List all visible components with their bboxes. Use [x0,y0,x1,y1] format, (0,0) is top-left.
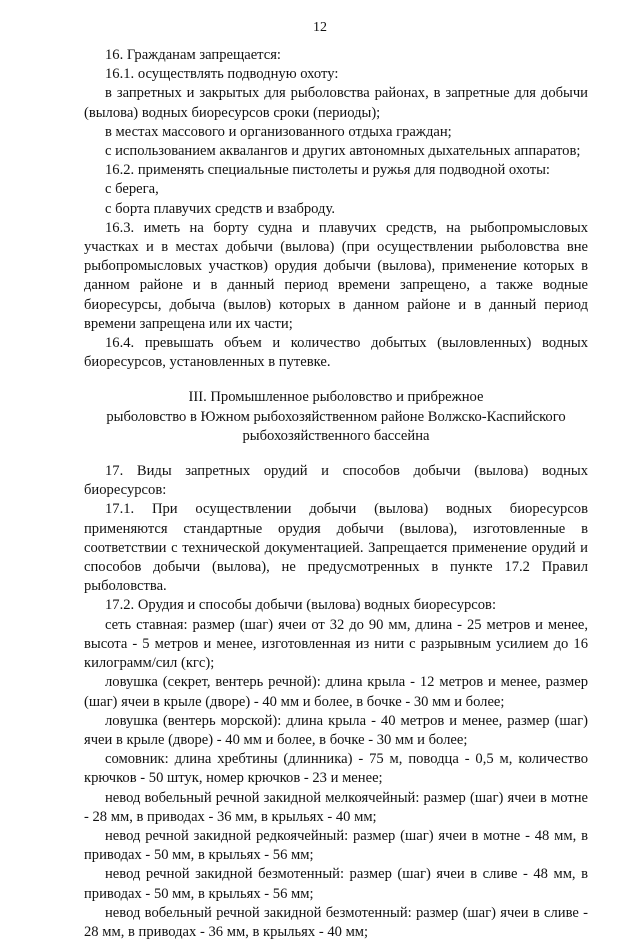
document-body [84,46,588,942]
gear-item-river-trap: ловушка (секрет, вентерь речной): длина крыла - 12 метров и менее, размер (шаг) ячеи в крыле (дворе) - 40 мм и более, в бочке - 30 мм и более; [84,674,588,710]
paragraph-16-2-a: с берега, [105,181,159,198]
paragraph-16-1: 16.1. осуществлять подводную охоту: [105,66,339,83]
section-heading [84,388,588,446]
paragraph-16-4: 16.4. превышать объем и количество добытых (выловленных) водных биоресурсов, установленных в путевке. [84,335,588,371]
paragraph-17-1: 17.1. При осуществлении добычи (вылова) водных биоресурсов применяются стандартные орудия добычи (вылова), изготовленные в соответствии с технической документацией. Запрещается применение орудий и способов добычи (вылова), не предусмотренных в пункте 17.2 Правил рыболовства. [84,501,588,595]
gear-item-sea-trap: ловушка (вентерь морской): длина крыла - 40 метров и менее, размер (шаг) ячеи в крыле (дворе) - 40 мм и более, в бочке - 30 мм и более; [84,712,588,748]
gear-item-seine-fine-mesh: невод вобельный речной закидной мелкоячейный: размер (шаг) ячеи в мотне - 28 мм, в приводах - 36 мм, в крыльях - 40 мм; [84,789,588,825]
page-number: 12 [313,20,327,35]
restrictions-section [84,46,588,372]
gear-item-seine-coarse-mesh: невод речной закидной редкоячейный: размер (шаг) ячеи в мотне - 48 мм, в приводах - 50 мм, в крыльях - 56 мм; [84,827,588,864]
paragraph-16-3: 16.3. иметь на борту судна и плавучих средств, на рыбопромысловых участках и в местах добычи (вылова) (при осуществлении рыболовства вне рыбопромысловых участков) орудия добычи (вылова), применение которых в данном районе и в данный период времени запрещено, а также водные биоресурсы, добыча (вылов) которых в данном районе и в данный период времени запрещена или их части; [84,219,588,332]
section-heading-line: рыболовство в Южном рыбохозяйственном районе Волжско-Каспийского [106,408,566,425]
gear-item-seine-no-bag: невод речной закидной безмотенный: размер (шаг) ячеи в сливе - 48 мм, в приводах - 50 мм, в крыльях - 56 мм; [84,866,588,902]
section-heading-line: III. Промышленное рыболовство и прибрежное [188,389,484,406]
paragraph-17-2: 17.2. Орудия и способы добычи (вылова) водных биоресурсов: [105,597,497,614]
paragraph-16: 16. Гражданам запрещается: [105,47,281,63]
gear-item-catfish-line: сомовник: длина хребтины (длинника) - 75 м, поводца - 0,5 м, количество крючков - 50 штук, номер крючков - 23 и менее; [84,751,588,787]
gear-item-set-net: сеть ставная: размер (шаг) ячеи от 32 до 90 мм, длина - 25 метров и менее, высота - 5 метров и менее, изготовленная из нити с разрывным усилием до 16 килограмм/сил (кгс); [84,616,588,672]
paragraph-16-1-b: в местах массового и организованного отдыха граждан; [105,123,452,140]
paragraph-16-1-c: с использованием аквалангов и других автономных дыхательных аппаратов; [105,143,581,160]
paragraph-17: 17. Виды запретных орудий и способов добычи (вылова) водных биоресурсов: [84,463,588,499]
section-heading-line: рыбохозяйственного бассейна [242,427,430,444]
paragraph-16-2: 16.2. применять специальные пистолеты и ружья для подводной охоты: [105,162,550,179]
paragraph-16-1-a: в запретных и закрытых для рыболовства районах, в запретные для добычи (вылова) водных биоресурсов сроки (периоды); [84,85,588,121]
fishing-gear-section [84,462,588,942]
paragraph-16-2-b: с борта плавучих средств и взаброду. [105,200,335,217]
gear-item-roach-seine-no-bag: невод вобельный речной закидной безмотенный: размер (шаг) ячеи в сливе - 28 мм, в приводах - 36 мм, в крыльях - 40 мм; [84,904,588,940]
